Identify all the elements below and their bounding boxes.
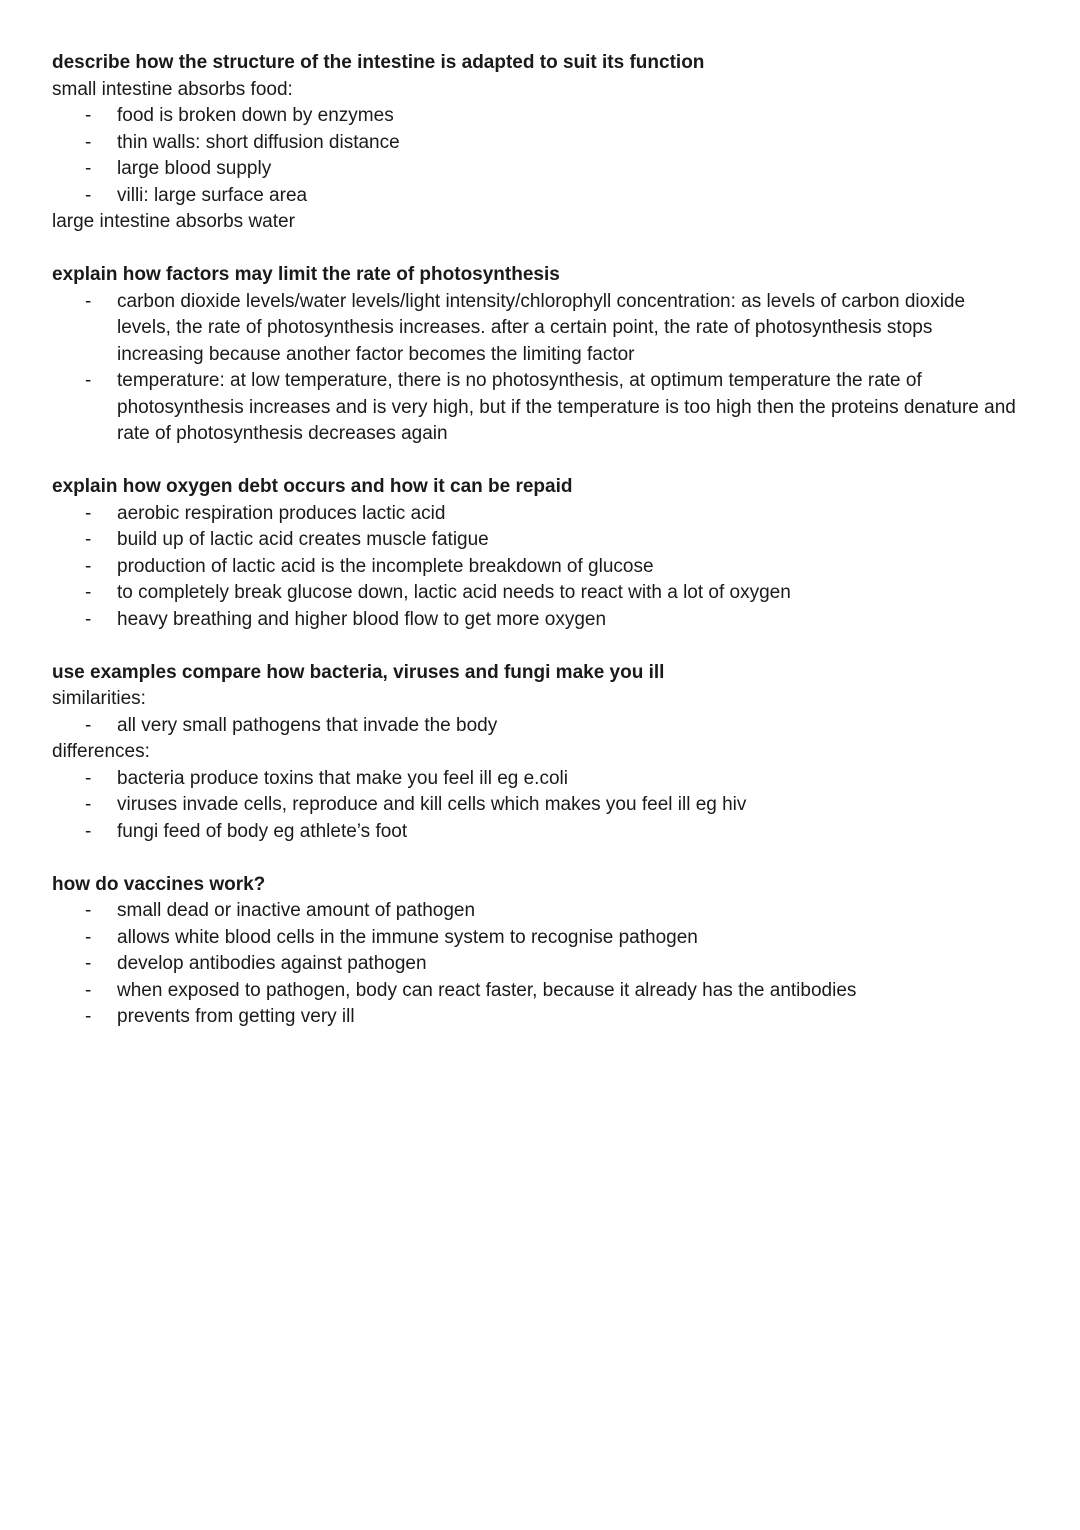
bullet-list — [52, 103, 1030, 209]
list-item: - small dead or inactive amount of pathogen — [52, 898, 1030, 925]
section-intestine — [52, 50, 1030, 236]
list-item: - carbon dioxide levels/water levels/light intensity/chlorophyll concentration: as levels of carbon dioxide levels, the rate of photosynthesis increases. after a certain point, the rate of photosynthesis stops increasing because another factor becomes the limiting factor — [52, 289, 1030, 369]
list-item: - when exposed to pathogen, body can react faster, because it already has the antibodies — [52, 978, 1030, 1005]
list-item: - production of lactic acid is the incomplete breakdown of glucose — [52, 554, 1030, 581]
section-vaccines — [52, 872, 1030, 1031]
section-photosynthesis — [52, 262, 1030, 448]
list-item: - allows white blood cells in the immune system to recognise pathogen — [52, 925, 1030, 952]
bullet-list — [52, 898, 1030, 1031]
section-heading: how do vaccines work? — [52, 873, 266, 895]
list-item: - build up of lactic acid creates muscle fatigue — [52, 527, 1030, 554]
list-item: - temperature: at low temperature, there is no photosynthesis, at optimum temperature the rate of photosynthesis increases and is very high, but if the temperature is too high then the proteins denature and rate of photosynthesis decreases again — [52, 368, 1030, 448]
section-heading: explain how factors may limit the rate of photosynthesis — [52, 264, 560, 285]
bullet-list — [52, 501, 1030, 634]
list-item: - viruses invade cells, reproduce and kill cells which makes you feel ill eg hiv — [52, 792, 1030, 819]
list-item: - all very small pathogens that invade the body — [52, 713, 1030, 740]
bullet-list — [52, 289, 1030, 448]
section-intro: small intestine absorbs food: — [52, 78, 293, 100]
list-item: - heavy breathing and higher blood flow to get more oxygen — [52, 607, 1030, 634]
section-pathogens — [52, 660, 1030, 846]
section-heading: use examples compare how bacteria, viruses and fungi make you ill — [52, 661, 665, 683]
list-item: - large blood supply — [52, 156, 1030, 183]
list-item: - fungi feed of body eg athlete’s foot — [52, 819, 1030, 846]
list-item: - villi: large surface area — [52, 183, 1030, 210]
list-item: - bacteria produce toxins that make you feel ill eg e.coli — [52, 766, 1030, 793]
list-item: - aerobic respiration produces lactic acid — [52, 501, 1030, 528]
section-heading: describe how the structure of the intestine is adapted to suit its function — [52, 52, 705, 73]
list-item: - prevents from getting very ill — [52, 1004, 1030, 1031]
list-item: - food is broken down by enzymes — [52, 103, 1030, 130]
list-item: - thin walls: short diffusion distance — [52, 130, 1030, 157]
differences-label: differences: — [52, 741, 150, 762]
list-item: - to completely break glucose down, lactic acid needs to react with a lot of oxygen — [52, 580, 1030, 607]
list-item: - develop antibodies against pathogen — [52, 951, 1030, 978]
differences-list — [52, 766, 1030, 846]
section-outro: large intestine absorbs water — [52, 211, 295, 232]
similarities-list — [52, 713, 1030, 740]
section-heading: explain how oxygen debt occurs and how it can be repaid — [52, 476, 573, 497]
similarities-label: similarities: — [52, 688, 146, 709]
section-oxygen-debt — [52, 474, 1030, 633]
